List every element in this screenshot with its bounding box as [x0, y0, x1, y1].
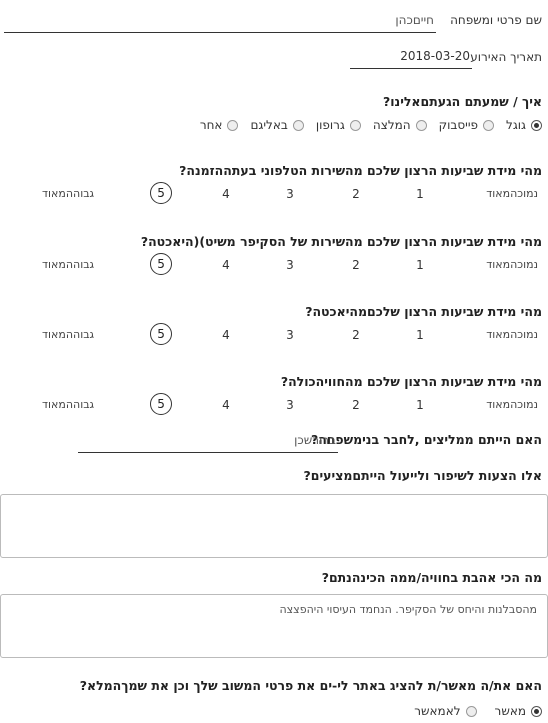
rating-option-5[interactable]: 5 — [150, 182, 172, 204]
rating-option-1[interactable]: 1 — [416, 258, 424, 272]
rating-option-2[interactable]: 2 — [352, 187, 360, 201]
rating-option-4[interactable]: 4 — [222, 398, 230, 412]
radio-button[interactable] — [350, 120, 361, 131]
option-label: גרופון — [315, 118, 345, 132]
radio-button[interactable] — [531, 120, 542, 131]
rating-option-4[interactable]: 4 — [222, 187, 230, 201]
rating-option-5[interactable]: 5 — [150, 393, 172, 415]
rating-option-2[interactable]: 2 — [352, 398, 360, 412]
how-heard-option[interactable] — [506, 118, 542, 132]
scale-low-label: נמוכהמאוד — [486, 328, 538, 341]
how-heard-question: איך / שמעתם הגעתםאלינו? — [382, 94, 542, 109]
loved-textarea[interactable] — [0, 594, 548, 658]
scale-high-label: גבוההמאוד — [42, 398, 95, 411]
consent-question: האם את/ה מאשר/ת להציג באתר לי-ים את פרטי המשוב שלך וכן את שמךהמלא? — [79, 678, 542, 693]
scale-low-label: נמוכהמאוד — [486, 398, 538, 411]
how-heard-option[interactable] — [373, 118, 427, 132]
event-date-input[interactable] — [350, 46, 472, 69]
how-heard-option[interactable] — [439, 118, 494, 132]
option-label: אחר — [199, 118, 223, 132]
consent-option[interactable] — [495, 704, 542, 718]
rating-option-3[interactable]: 3 — [286, 398, 294, 412]
rating-option-5[interactable]: 5 — [150, 253, 172, 275]
option-label: המלצה — [372, 118, 411, 132]
scale-low-label: נמוכהמאוד — [486, 258, 538, 271]
how-heard-option[interactable] — [200, 118, 239, 132]
suggestions-textarea[interactable] — [0, 494, 548, 558]
option-label: גוגל — [506, 118, 526, 132]
radio-button[interactable] — [293, 120, 304, 131]
rating-option-1[interactable]: 1 — [416, 328, 424, 342]
rating-question: מהי מידת שביעות הרצון שלכם מהשירות של הסקיפר משיט)(היאכטה? — [140, 234, 542, 249]
radio-button[interactable] — [483, 120, 494, 131]
scale-high-label: גבוההמאוד — [42, 258, 95, 271]
rating-question: מהי מידת שביעות הרצון שלכם מהשירות הטלפוני בעתההזמנה? — [179, 163, 542, 178]
rating-option-3[interactable]: 3 — [286, 258, 294, 272]
option-label: באליגם — [250, 118, 288, 132]
rating-option-4[interactable]: 4 — [222, 258, 230, 272]
name-label: שם פרטי ומשפחה — [450, 13, 542, 27]
scale-high-label: גבוההמאוד — [42, 328, 95, 341]
how-heard-options — [188, 118, 542, 132]
how-heard-option[interactable] — [316, 118, 361, 132]
rating-option-4[interactable]: 4 — [222, 328, 230, 342]
rating-option-5[interactable]: 5 — [150, 323, 172, 345]
scale-high-label: גבוההמאוד — [42, 187, 95, 200]
recommend-question: האם הייתם ממליצים ,לחבר בנימשפחה? — [310, 432, 542, 447]
suggestions-question: אלו הצעות לשיפור ולייעול הייתםמציעים? — [303, 468, 542, 483]
rating-option-3[interactable]: 3 — [286, 187, 294, 201]
radio-button[interactable] — [466, 706, 477, 717]
rating-option-2[interactable]: 2 — [352, 258, 360, 272]
name-input[interactable] — [4, 10, 436, 33]
scale-low-label: נמוכהמאוד — [486, 187, 538, 200]
rating-option-3[interactable]: 3 — [286, 328, 294, 342]
consent-options — [396, 704, 542, 718]
radio-button[interactable] — [416, 120, 427, 131]
rating-option-1[interactable]: 1 — [416, 398, 424, 412]
consent-option[interactable] — [414, 704, 476, 718]
how-heard-option[interactable] — [250, 118, 303, 132]
radio-button[interactable] — [531, 706, 542, 717]
rating-question: מהי מידת שביעות הרצון שלכםמהיאכטה? — [305, 304, 542, 319]
option-label: לאמאשר — [414, 704, 461, 718]
date-label: תאריך האירוע — [470, 50, 542, 64]
rating-question: מהי מידת שביעות הרצון שלכם מהחוויהכולה? — [280, 374, 542, 389]
option-label: פייסבוק — [438, 118, 479, 132]
rating-option-1[interactable]: 1 — [416, 187, 424, 201]
option-label: מאשר — [494, 704, 526, 718]
recommend-input[interactable] — [78, 430, 338, 453]
radio-button[interactable] — [227, 120, 238, 131]
rating-option-2[interactable]: 2 — [352, 328, 360, 342]
loved-question: מה הכי אהבת בחוויה/ממה הכינהנתם? — [321, 570, 542, 585]
